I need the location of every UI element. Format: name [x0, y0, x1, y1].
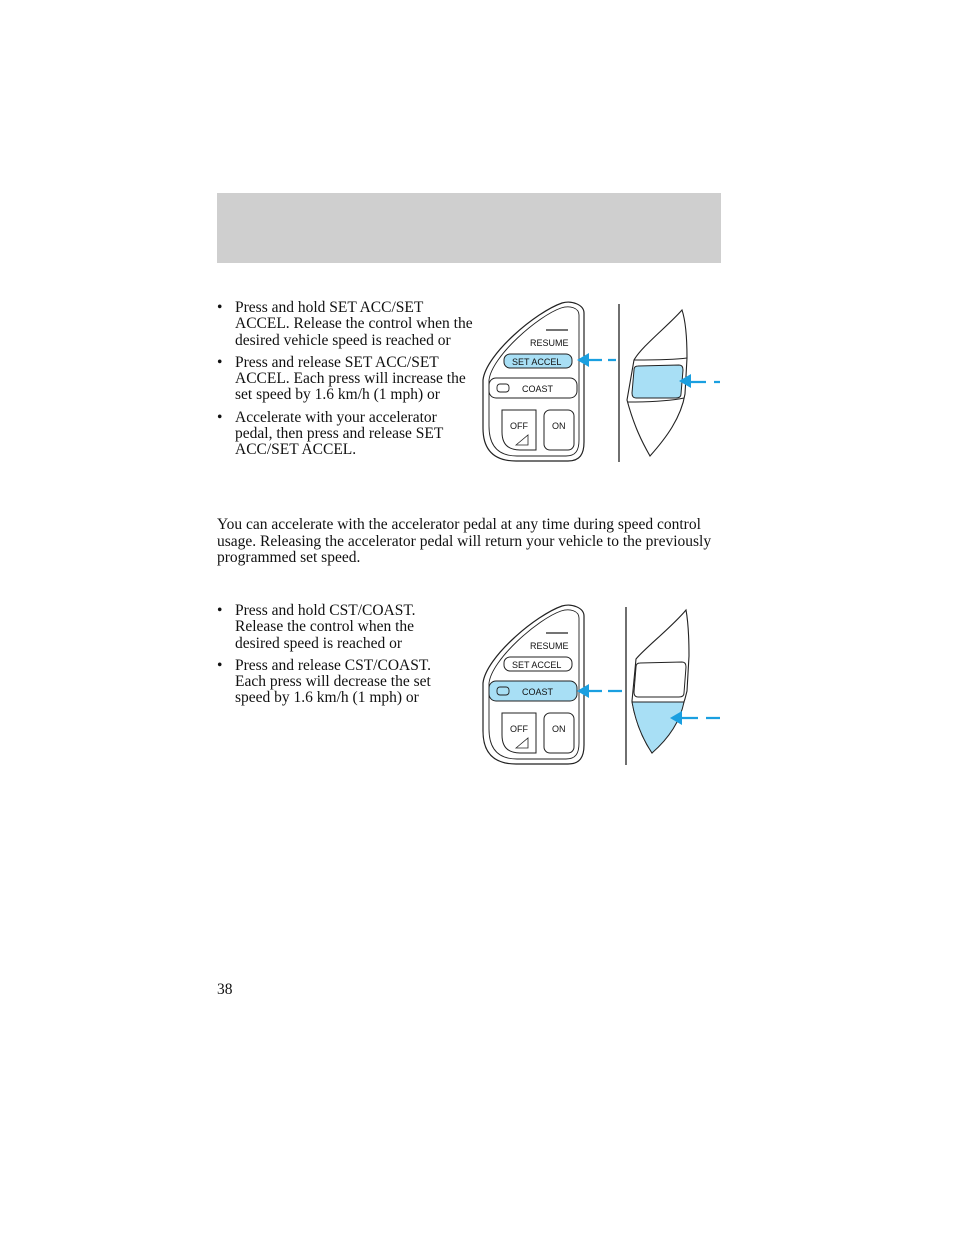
list-item: • Accelerate with your accelerator pedal, then press and release SET ACC/SET ACCEL. [217, 410, 475, 459]
off-label: OFF [510, 724, 528, 734]
coast-side-highlight [632, 702, 684, 753]
coast-instructions [217, 603, 462, 713]
set-accel-label: SET ACCEL [512, 357, 562, 367]
list-item: • Press and hold SET ACC/SET ACCEL. Release the control when the desired vehicle speed is reached or [217, 300, 475, 349]
set-accel-side-highlight [632, 365, 683, 398]
list-item: • Press and release SET ACC/SET ACCEL. Each press will increase the set speed by 1.6 km/h (1 mph) or [217, 355, 475, 404]
accelerator-paragraph: You can accelerate with the accelerator pedal at any time during speed control usage. Releasing the accelerator pedal will return your vehicle to the previously programmed set speed. [217, 516, 712, 566]
coast-label: COAST [522, 384, 554, 394]
resume-label: RESUME [530, 338, 569, 348]
set-accel-control-diagram [476, 298, 726, 466]
accelerate-instructions [217, 300, 475, 465]
page-number: 38 [217, 981, 233, 998]
set-accel-label: SET ACCEL [512, 660, 562, 670]
on-label: ON [552, 724, 566, 734]
resume-label: RESUME [530, 641, 569, 651]
set-accel-side-box [634, 662, 686, 697]
list-item: • Press and hold CST/COAST. Release the control when the desired speed is reached or [217, 603, 462, 652]
section-header-band [217, 193, 721, 263]
on-label: ON [552, 421, 566, 431]
coast-label: COAST [522, 687, 554, 697]
off-label: OFF [510, 421, 528, 431]
coast-control-diagram [476, 601, 726, 769]
list-item: • Press and release CST/COAST. Each press will decrease the set speed by 1.6 km/h (1 mph) or [217, 658, 462, 707]
